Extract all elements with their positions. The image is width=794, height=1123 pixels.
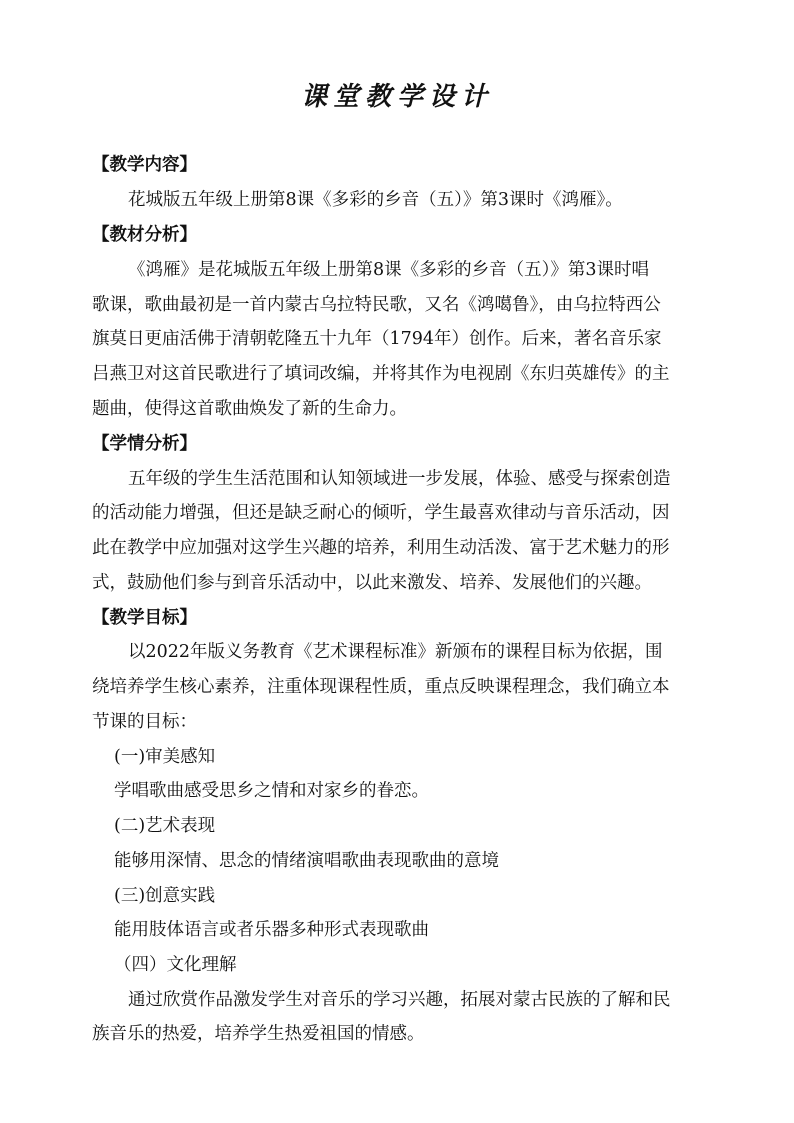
goal-heading-cultural-understanding: （四）文化理解 bbox=[114, 955, 237, 975]
goal-text-cultural-understanding-line: 通过欣赏作品激发学生对音乐的学习兴趣，拓展对蒙古民族的了解和民 bbox=[128, 990, 671, 1010]
goal-heading-artistic-expression: (二)艺术表现 bbox=[114, 816, 216, 836]
goal-text-creative-practice: 能用肢体语言或者乐器多种形式表现歌曲 bbox=[114, 920, 429, 940]
teaching-goals-intro-line: 以2022年版义务教育《艺术课程标准》新颁布的课程目标为依据，围 bbox=[128, 642, 663, 662]
section-heading-material-analysis: 【教材分析】 bbox=[92, 225, 197, 245]
section-heading-teaching-goals: 【教学目标】 bbox=[92, 608, 197, 628]
page-title: 课堂教学设计 bbox=[300, 82, 493, 112]
material-analysis-line: 吕燕卫对这首民歌进行了填词改编，并将其作为电视剧《东归英雄传》的主 bbox=[92, 364, 670, 384]
material-analysis-line: 题曲，使得这首歌曲焕发了新的生命力。 bbox=[92, 399, 407, 419]
learner-analysis-line: 式，鼓励他们参与到音乐活动中，以此来激发、培养、发展他们的兴趣。 bbox=[92, 573, 652, 593]
goal-heading-aesthetic-perception: (一)审美感知 bbox=[114, 747, 216, 767]
learner-analysis-line: 五年级的学生生活范围和认知领域进一步发展，体验、感受与探索创造 bbox=[128, 469, 671, 489]
material-analysis-line: 《鸿雁》是花城版五年级上册第8课《多彩的乡音（五）》第3课时唱 bbox=[128, 260, 650, 280]
section-heading-learner-analysis: 【学情分析】 bbox=[92, 434, 197, 454]
material-analysis-line: 旗莫日更庙活佛于清朝乾隆五十九年（1794年）创作。后来，著名音乐家 bbox=[92, 329, 662, 349]
teaching-goals-intro-line: 绕培养学生核心素养，注重体现课程性质，重点反映课程理念，我们确立本 bbox=[92, 677, 670, 697]
teaching-goals-intro-line: 节课的目标： bbox=[92, 712, 197, 732]
goal-text-aesthetic-perception: 学唱歌曲感受思乡之情和对家乡的眷恋。 bbox=[114, 781, 429, 801]
goal-heading-creative-practice: (三)创意实践 bbox=[114, 886, 216, 906]
material-analysis-line: 歌课，歌曲最初是一首内蒙古乌拉特民歌，又名《鸿噶鲁》，由乌拉特西公 bbox=[92, 295, 661, 315]
section-heading-teaching-content: 【教学内容】 bbox=[92, 155, 197, 175]
teaching-content-text: 花城版五年级上册第8课《多彩的乡音（五）》第3课时《鸿雁》。 bbox=[128, 190, 623, 210]
learner-analysis-line: 的活动能力增强，但还是缺乏耐心的倾听，学生最喜欢律动与音乐活动，因 bbox=[92, 503, 670, 523]
goal-text-cultural-understanding-line: 族音乐的热爱，培养学生热爱祖国的情感。 bbox=[92, 1024, 425, 1044]
goal-text-artistic-expression: 能够用深情、思念的情绪演唱歌曲表现歌曲的意境 bbox=[114, 851, 499, 871]
learner-analysis-line: 此在教学中应加强对这学生兴趣的培养，利用生动活泼、富于艺术魅力的形 bbox=[92, 538, 670, 558]
